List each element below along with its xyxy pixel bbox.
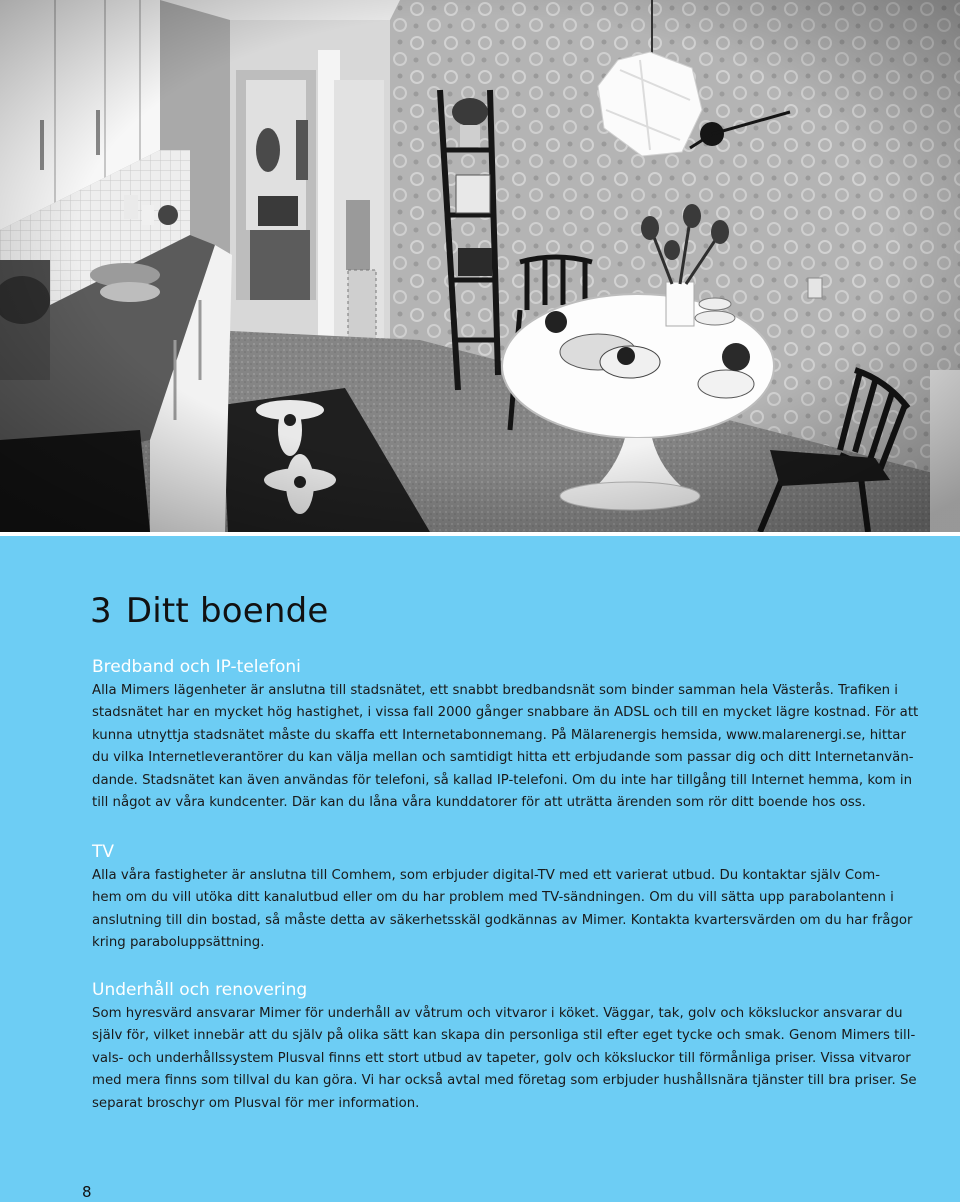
content-panel bbox=[0, 536, 960, 1202]
body-line: med mera finns som tillval du kan göra. Vi har också avtal med företag som erbjuder hushållsnära tjänster till bra priser. Se bbox=[92, 1073, 917, 1089]
chapter-title-text: Ditt boende bbox=[125, 591, 329, 631]
kitchen-photo-illustration bbox=[0, 0, 960, 532]
body-line: separat broschyr om Plusval för mer information. bbox=[92, 1095, 420, 1111]
body-line: själv för, vilket innebär att du själv på olika sätt kan skapa din personliga stil efter eget tycke och smak. Genom Mimers till- bbox=[92, 1028, 916, 1044]
section-body bbox=[92, 865, 913, 955]
page-number: 8 bbox=[82, 1183, 92, 1201]
section-heading: TV bbox=[92, 842, 115, 862]
body-line: Alla Mimers lägenheter är anslutna till stadsnätet, ett snabbt bredbandsnät som binder samman hela Västerås. Trafiken i bbox=[92, 683, 898, 698]
body-line: anslutning till din bostad, så måste detta av säkerhetsskäl godkännas av Mimer. Kontakta kvartersvärden om du har frågor bbox=[92, 912, 913, 928]
body-line: stadsnätet har en mycket hög hastighet, i vissa fall 2000 gånger snabbare än ADSL och till en mycket lägre kostnad. För att bbox=[92, 705, 919, 721]
kitchen-photo bbox=[0, 0, 960, 532]
body-line: vals- och underhållssystem Plusval finns ett stort utbud av tapeter, golv och köksluckor till förmånliga priser. Vissa vitvaror bbox=[92, 1050, 911, 1066]
section-heading: Bredband och IP-telefoni bbox=[92, 657, 301, 677]
chapter-number: 3 bbox=[90, 591, 112, 631]
section-body bbox=[92, 1003, 917, 1115]
section-body bbox=[92, 680, 919, 814]
body-line: kring paraboluppsättning. bbox=[92, 935, 265, 951]
body-line: du vilka Internetleverantörer du kan välja mellan och samtidigt hitta ett erbjudande som passar dig och ditt Internetanvän- bbox=[92, 750, 914, 766]
body-line: kunna utnyttja stadsnätet måste du skaffa ett Internetabonnemang. På Mälarenergis hemsida, www.malarenergi.se, hittar bbox=[92, 727, 906, 743]
body-line: hem om du vill utöka ditt kanalutbud eller om du har problem med TV-sändningen. Om du vill sätta upp parabolantenn i bbox=[92, 890, 894, 906]
section-heading: Underhåll och renovering bbox=[92, 980, 308, 1000]
section-tv bbox=[92, 841, 913, 955]
body-line: Som hyresvärd ansvarar Mimer för underhåll av våtrum och vitvaror i köket. Väggar, tak, golv och köksluckor ansvarar du bbox=[92, 1006, 903, 1021]
body-line: Alla våra fastigheter är anslutna till Comhem, som erbjuder digital-TV med ett varierat utbud. Du kontaktar själv Com- bbox=[92, 868, 881, 883]
section-underhall bbox=[92, 979, 917, 1115]
section-bredband bbox=[92, 656, 919, 814]
body-line: dande. Stadsnätet kan även användas för telefoni, så kallad IP-telefoni. Om du inte har tillgång till Internet hemma, kom in bbox=[92, 772, 913, 788]
body-line: till något av våra kundcenter. Där kan du låna våra kunddatorer för att uträtta ärenden som rör ditt boende hos oss. bbox=[92, 795, 866, 811]
chapter-title bbox=[90, 591, 329, 631]
